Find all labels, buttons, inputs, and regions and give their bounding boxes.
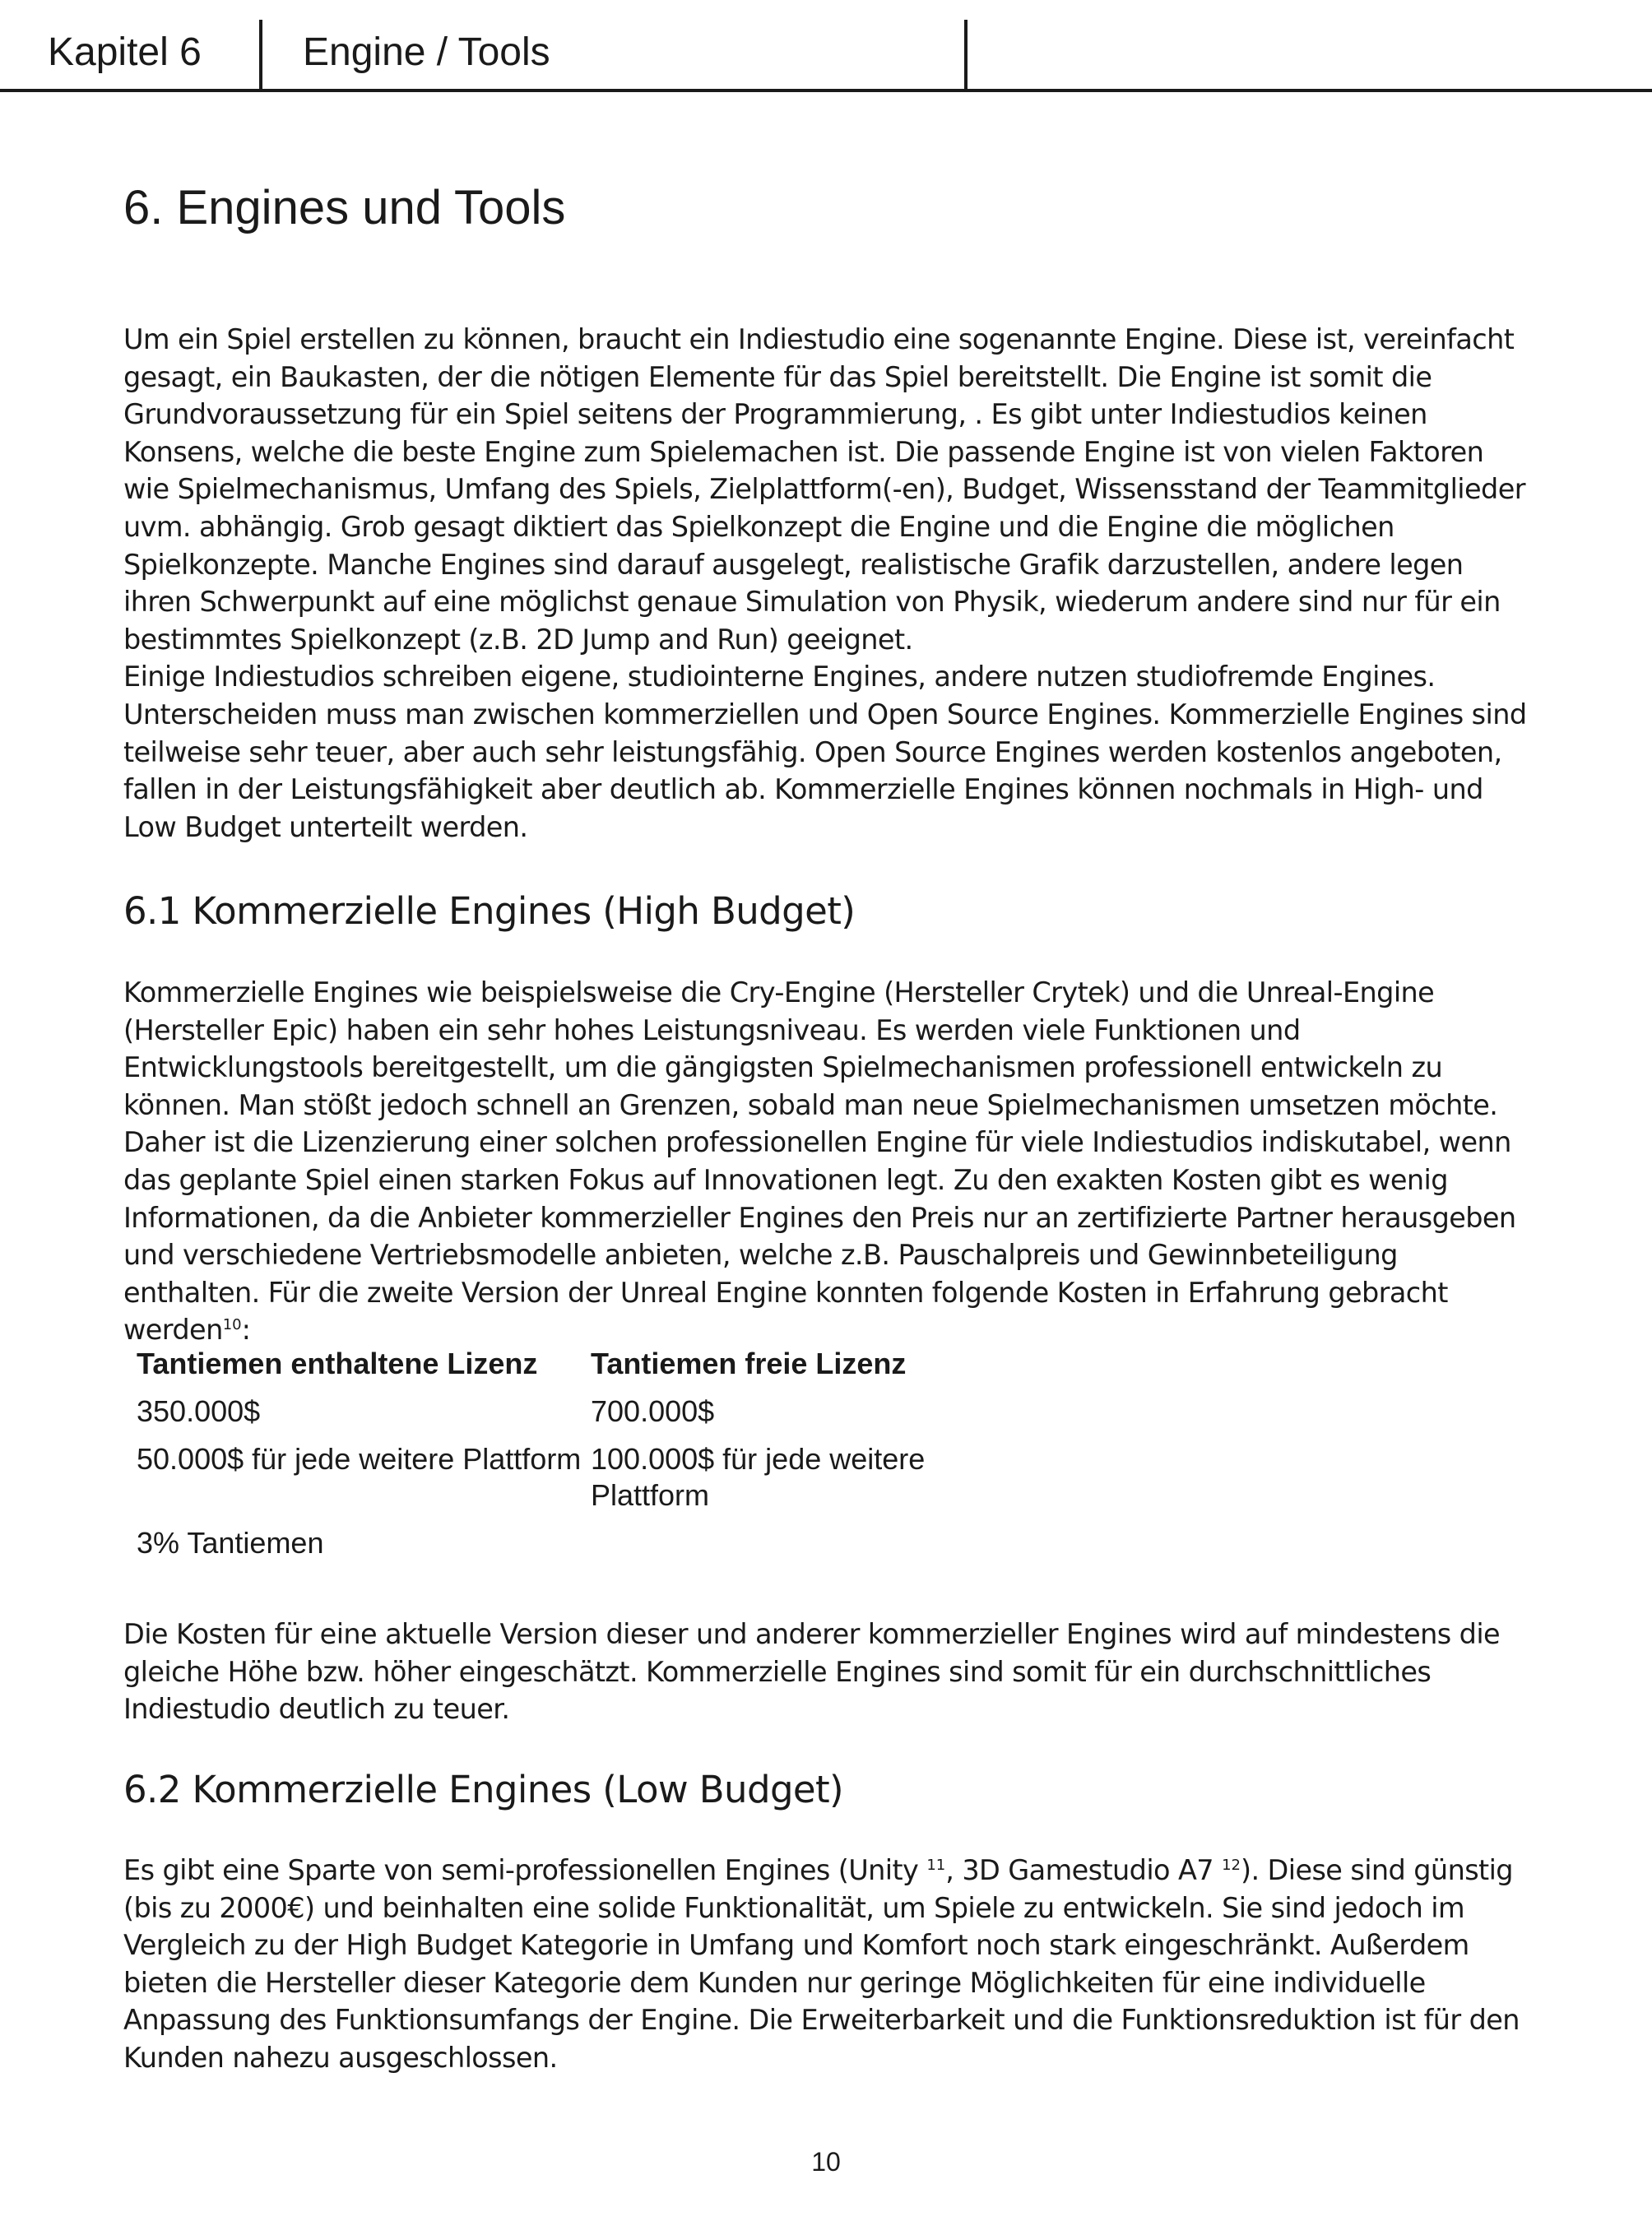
low-budget-paragraph (123, 1852, 1530, 2077)
footnote-marker: 12 (1222, 1856, 1241, 1874)
table-cell: 100.000$ für jede weitere Plattform (591, 1442, 926, 1512)
intro-paragraph: Um ein Spiel erstellen zu können, braucht ein Indiestudio eine sogenannte Engine. Diese ist, vereinfacht gesagt, ein Baukasten, der die nötigen Elemente für das Spiel bereitstellt. Die Engine ist somit die Grundvoraussetzung für ein Spiel seitens der Programmierung, . Es gibt unter Indiestudios keinen Konsens, welche die beste Engine zum Spielemachen ist. Die passende Engine ist von vielen Faktoren wie Spielmechanismus, Umfang des Spiels, Zielplattform(-en), Budget, Wissensstand der Teammitglieder uvm. abhängig. Grob gesagt diktiert das Spielkonzept die Engine und die Engine die möglichen Spielkonzepte. Manche Engines sind darauf ausgelegt, realistische Grafik darzustellen, andere legen ihren Schwerpunkt auf eine möglichst genaue Simulation von Physik, wiederum andere sind nur für ein bestimmtes Spielkonzept (z.B. 2D Jump and Run) geeignet. (123, 323, 1525, 656)
table-header: Tantiemen enthaltene Lizenz (137, 1347, 538, 1380)
chapter-label: Kapitel 6 (48, 30, 202, 74)
page-title: 6. Engines und Tools (123, 181, 566, 234)
table-cell: 350.000$ (137, 1394, 261, 1428)
low-budget-text: , 3D Gamestudio A7 (945, 1854, 1223, 1886)
table-cell (591, 1525, 1002, 1573)
high-budget-paragraph (123, 974, 1530, 1349)
intro-text (123, 321, 1530, 846)
intro-paragraph: Einige Indiestudios schreiben eigene, studiointerne Engines, andere nutzen studiofremde Engines. Unterscheiden muss man zwischen kommerziellen und Open Source Engines. Kommerzielle Engines sind teilweise sehr teuer, aber auch sehr leistungsfähig. Open Source Engines werden kostenlos angeboten, fallen in der Leistungsfähigkeit aber deutlich ab. Kommerzielle Engines können nochmals in High- und Low Budget unterteilt werden. (123, 661, 1527, 843)
low-budget-text: Es gibt eine Sparte von semi-professionellen Engines (Unity (123, 1854, 927, 1886)
table-header-row (137, 1346, 1002, 1393)
page-header (0, 0, 1652, 92)
header-divider (964, 20, 968, 90)
cost-conclusion-paragraph: Die Kosten für eine aktuelle Version dieser und anderer kommerzieller Engines wird auf mindestens die gleiche Höhe bzw. höher eingeschätzt. Kommerzielle Engines sind somit für ein durchschnittliches Indiestudio deutlich zu teuer. (123, 1618, 1501, 1726)
table-row (137, 1441, 1002, 1525)
table-header: Tantiemen freie Lizenz (591, 1347, 907, 1380)
table-cell: 50.000$ für jede weitere Plattform (137, 1442, 582, 1476)
page-number: 10 (811, 2147, 841, 2177)
high-budget-text-end: : (241, 1314, 251, 1347)
table-row (137, 1393, 1002, 1441)
table-cell: 700.000$ (591, 1394, 715, 1428)
table-cell: 3% Tantiemen (137, 1526, 324, 1560)
low-budget-text: ). Diese sind günstig (bis zu 2000€) und beinhalten eine solide Funktionalität, um Spiele zu entwickeln. Sie sind jedoch im Vergleich zu der High Budget Kategorie in Umfang und Komfort noch stark eingeschränkt. Außerdem bieten die Hersteller dieser Kategorie dem Kunden nur geringe Möglichkeiten für eine individuelle Anpassung des Funktionsumfangs der Engine. Die Erweiterbarkeit und die Funktionsreduktion ist für den Kunden nahezu ausgeschlossen. (123, 1854, 1520, 2074)
high-budget-text: Kommerzielle Engines wie beispielsweise die Cry-Engine (Hersteller Crytek) und die Unreal-Engine (Hersteller Epic) haben ein sehr hohes Leistungsniveau. Es werden viele Funktionen und Entwicklungstools bereitgestellt, um die gängigsten Spielmechanismen professionell entwickeln zu können. Man stößt jedoch schnell an Grenzen, sobald man neue Spielmechanismen umsetzen möchte. Daher ist die Lizenzierung einer solchen professionellen Engine für viele Indiestudios indiskutabel, wenn das geplante Spiel einen starken Fokus auf Innovationen legt. Zu den exakten Kosten gibt es wenig Informationen, da die Anbieter kommerzieller Engines den Preis nur an zertifizierte Partner herausgeben und verschiedene Vertriebsmodelle anbieten, welche z.B. Pauschalpreis und Gewinnbeteiligung enthalten. Für die zweite Version der Unreal Engine konnten folgende Kosten in Erfahrung gebracht werden (123, 976, 1516, 1347)
section-heading-low-budget: 6.2 Kommerzielle Engines (Low Budget) (123, 1768, 843, 1811)
footnote-marker: 10 (222, 1316, 242, 1334)
section-heading-high-budget: 6.1 Kommerzielle Engines (High Budget) (123, 889, 856, 933)
footnote-marker: 11 (926, 1856, 946, 1874)
table-row (137, 1525, 1002, 1573)
header-divider (259, 20, 262, 90)
section-label: Engine / Tools (303, 30, 550, 74)
cost-table (137, 1346, 1002, 1573)
